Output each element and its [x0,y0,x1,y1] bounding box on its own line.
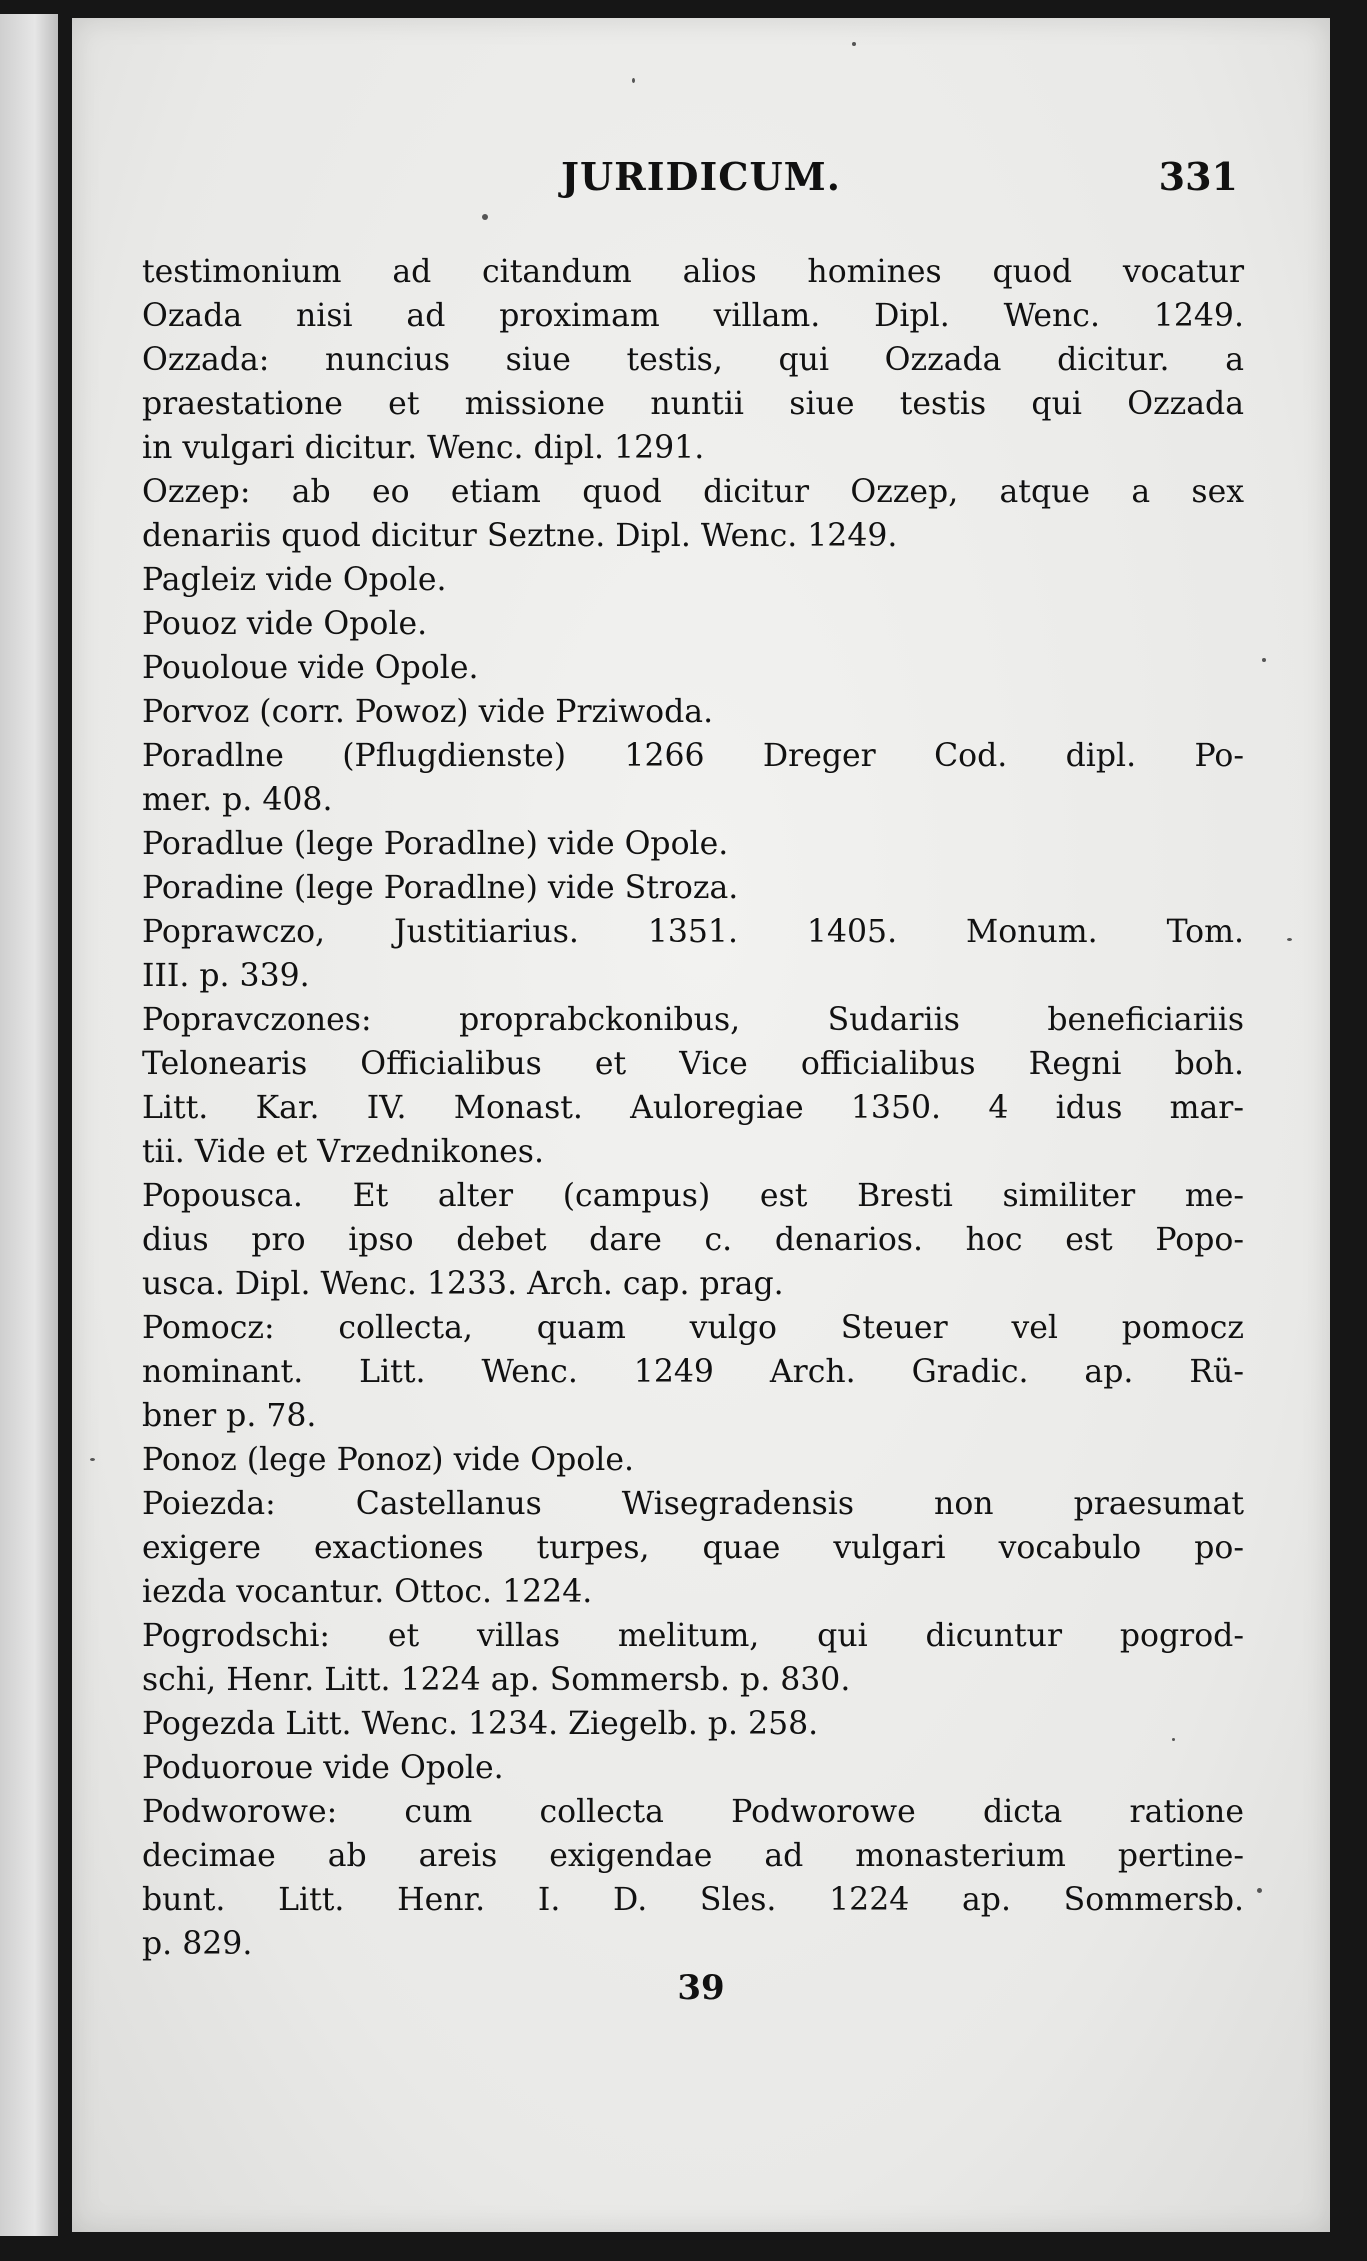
text-line: bunt. Litt. Henr. I. D. Sles. 1224 ap. Sommersb. [142,1882,1244,1918]
text-line: Poprawczo, Justitiarius. 1351. 1405. Monum. Tom. [142,914,1244,950]
text-line: Litt. Kar. IV. Monast. Auloregiae 1350. 4 idus mar- [142,1090,1244,1126]
text-line: Pouoloue vide Opole. [142,650,479,686]
signature-mark: 39 [677,1968,725,2008]
text-line: Poradlue (lege Poradlne) vide Opole. [142,826,729,862]
ink-speck [1287,938,1292,941]
book-page [72,18,1330,2232]
text-line: praestatione et missione nuntii siue testis qui Ozzada [142,386,1244,422]
text-line: Porvoz (corr. Powoz) vide Prziwoda. [142,694,714,730]
ink-speck [1172,1738,1175,1741]
running-title: JURIDICUM. [561,154,841,199]
text-line: testimonium ad citandum alios homines quod vocatur [142,254,1244,290]
text-line: III. p. 339. [142,958,310,994]
text-line: exigere exactiones turpes, quae vulgari vocabulo po- [142,1530,1244,1566]
dictionary-entries [142,250,1244,1966]
ink-speck [1257,1888,1262,1893]
text-line: schi, Henr. Litt. 1224 ap. Sommersb. p. 830. [142,1662,851,1698]
text-line: p. 829. [142,1926,253,1962]
text-line: dius pro ipso debet dare c. denarios. hoc est Popo- [142,1222,1244,1258]
text-line: Ozada nisi ad proximam villam. Dipl. Wenc. 1249. [142,298,1244,334]
text-line: in vulgari dicitur. Wenc. dipl. 1291. [142,430,705,466]
text-line: Pomocz: collecta, quam vulgo Steuer vel pomocz [142,1310,1244,1346]
text-line: Pagleiz vide Opole. [142,562,447,598]
ink-speck [90,1458,95,1461]
text-line: Ponoz (lege Ponoz) vide Opole. [142,1442,634,1478]
text-line: Poradlne (Pflugdienste) 1266 Dreger Cod. dipl. Po- [142,738,1244,774]
text-line: Poiezda: Castellanus Wisegradensis non praesumat [142,1486,1244,1522]
text-line: Ozzep: ab eo etiam quod dicitur Ozzep, atque a sex [142,474,1244,510]
text-line: iezda vocantur. Ottoc. 1224. [142,1574,593,1610]
ink-speck [632,78,635,83]
text-line: Pouoz vide Opole. [142,606,428,642]
text-line: mer. p. 408. [142,782,333,818]
page-number: 331 [1158,154,1238,199]
text-line: bner p. 78. [142,1398,317,1434]
text-line: Pogezda Litt. Wenc. 1234. Ziegelb. p. 258. [142,1706,819,1742]
ink-speck [852,42,856,46]
text-line: Popravczones: proprabckonibus, Sudariis beneficiariis [142,1002,1244,1038]
previous-page-edge [0,14,58,2236]
text-line: tii. Vide et Vrzednikones. [142,1134,544,1170]
text-line: Podworowe: cum collecta Podworowe dicta ratione [142,1794,1244,1830]
text-line: denariis quod dicitur Seztne. Dipl. Wenc. 1249. [142,518,898,554]
text-line: Ozzada: nuncius siue testis, qui Ozzada dicitur. a [142,342,1244,378]
text-line: Pogrodschi: et villas melitum, qui dicuntur pogrod- [142,1618,1244,1654]
text-line: Popousca. Et alter (campus) est Bresti similiter me- [142,1178,1244,1214]
text-line: decimae ab areis exigendae ad monasterium pertine- [142,1838,1244,1874]
ink-speck [1262,658,1266,662]
text-line: nominant. Litt. Wenc. 1249 Arch. Gradic. ap. Rü- [142,1354,1244,1390]
ink-speck [482,214,488,220]
running-head [72,146,1330,206]
text-line: Telonearis Officialibus et Vice officialibus Regni boh. [142,1046,1244,1082]
text-line: Poradine (lege Poradlne) vide Stroza. [142,870,739,906]
text-line: Poduoroue vide Opole. [142,1750,504,1786]
text-line: usca. Dipl. Wenc. 1233. Arch. cap. prag. [142,1266,784,1302]
